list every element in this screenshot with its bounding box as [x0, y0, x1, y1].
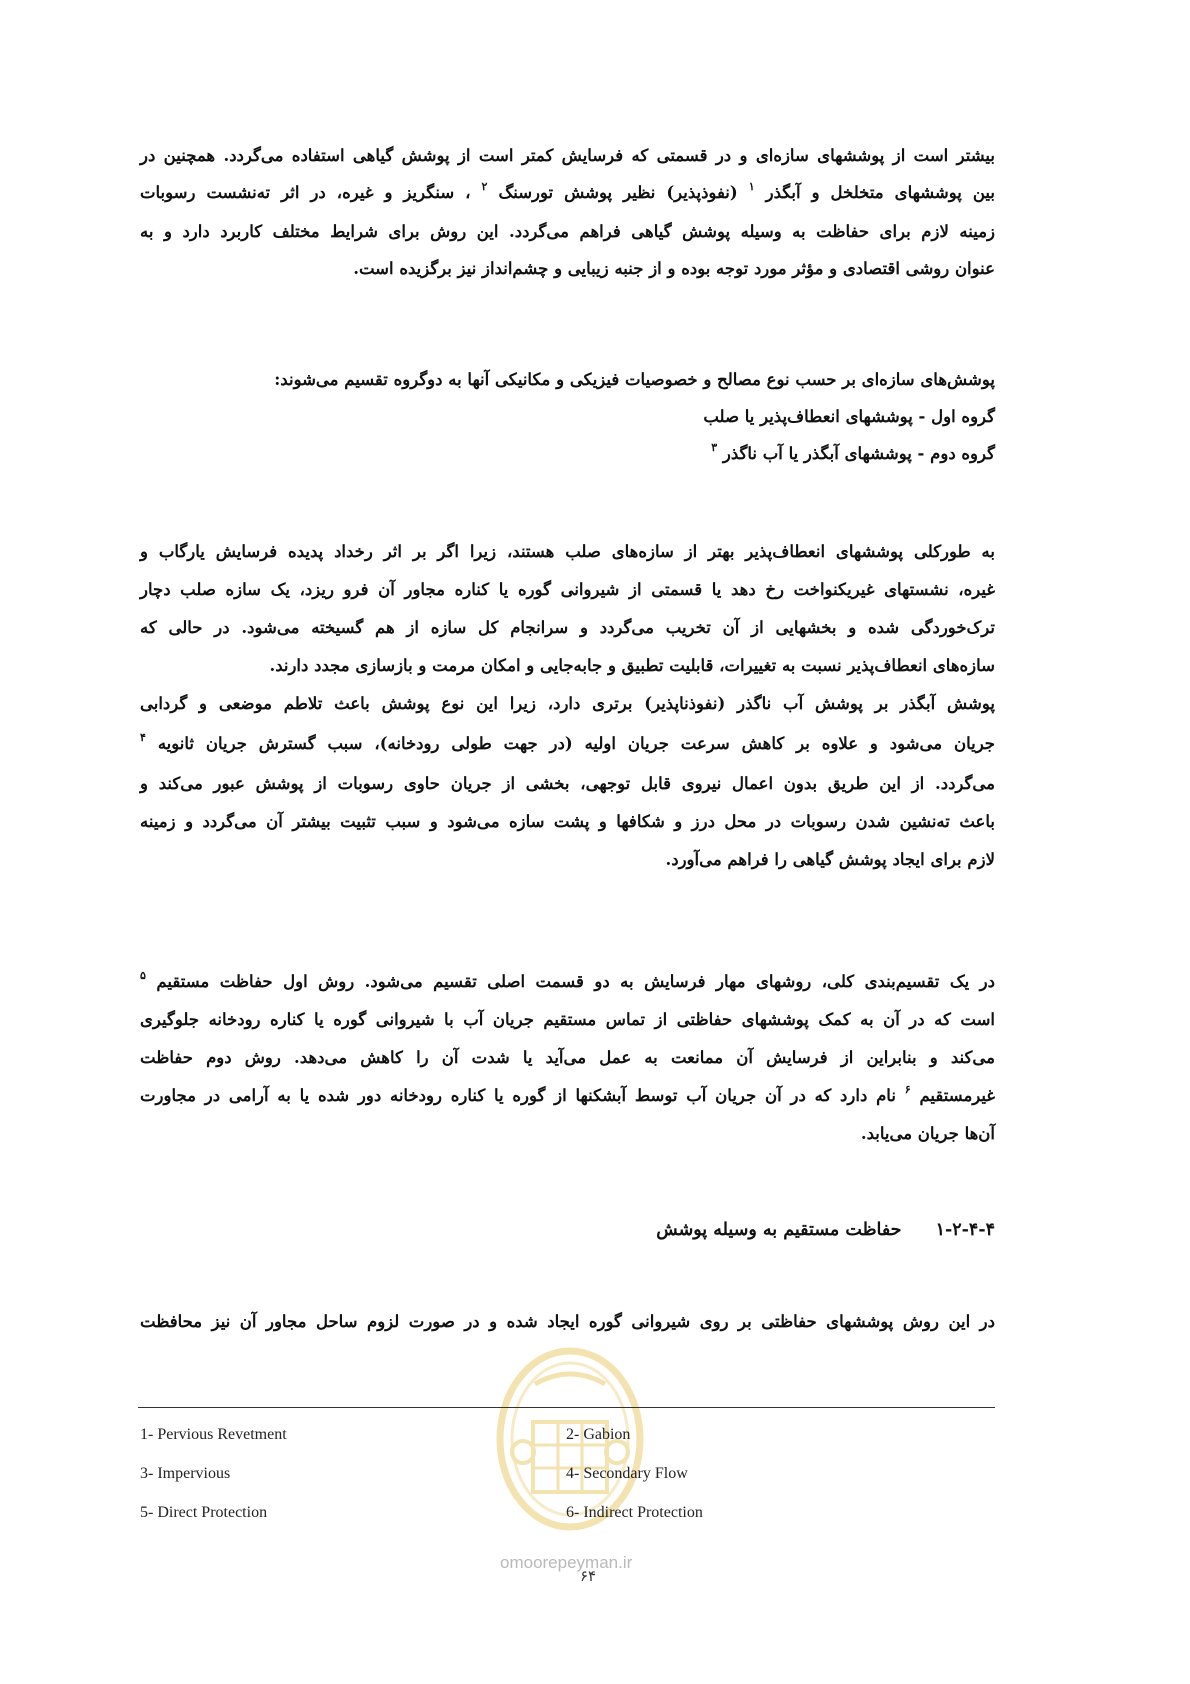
p3-line-6	[140, 731, 995, 753]
paragraph-3	[140, 542, 995, 902]
p3-line-1: به طورکلی پوششهای انعطاف‌پذیر بهتر از سازه‌های صلب هستند، زیرا اگر بر اثر رخداد پدیده فرسایش یارگاب و	[140, 542, 995, 561]
p3-line-4: سازه‌های انعطاف‌پذیر نسبت به تغییرات، قابلیت تطبیق و جابه‌جایی و امکان مرمت و بازسازی مجدد دارند.	[269, 656, 995, 675]
p4-line-2: است که در آن به کمک پوششهای حفاظتی از تماس مستقیم جریان آب با شیروانی گوره یا کناره رودخانه جلوگیری	[140, 1010, 995, 1029]
paragraph-4	[140, 969, 996, 1172]
p1-line-3: زمینه لازم برای حفاظت به وسیله پوشش گیاهی فراهم می‌گردد. این روش برای شرایط مختلف کاربرد دارد و به	[140, 222, 995, 241]
p1-line-4: عنوان روشی اقتصادی و مؤثر مورد توجه بوده و از جنبه زیبایی و چشم‌انداز نیز برگزیده است.	[353, 259, 995, 278]
p3-line-9: لازم برای ایجاد پوشش گیاهی را فراهم می‌آورد.	[665, 850, 995, 869]
footnote-4: 4- Secondary Flow	[566, 1465, 688, 1482]
p4-line-4-a: غیرمستقیم	[919, 1086, 996, 1105]
p4-line-1	[140, 969, 995, 991]
footnote-ref-1: ۱	[748, 180, 755, 193]
page-number: ۶۴	[580, 1567, 597, 1585]
p4-line-3: می‌کند و بنابراین از فرسایش آن ممانعت به عمل می‌آید یا شدت آن را کاهش می‌دهد. روش دوم حفاظت	[140, 1048, 995, 1067]
p3-line-5: پوشش آبگذر بر پوشش آب ناگذر (نفوذناپذیر) برتری دارد، زیرا این نوع پوشش باعث تلاطم موضعی و گردابی	[140, 694, 995, 713]
p3-line-8: باعث ته‌نشین شدن رسوبات در محل درز و شکافها و پشت سازه می‌شود و سبب تثبیت بیشتر آن می‌گردد و زمینه	[140, 812, 995, 831]
p3-line-7: می‌گردد. از این طریق بدون اعمال نیروی قابل توجهی، بخشی از جریان حاوی رسوبات از پوشش عبور می‌کند و	[140, 774, 995, 793]
footnote-ref-4: ۴	[140, 731, 146, 744]
p1-line-2-a: بین پوششهای متخلخل و آبگذر	[765, 183, 995, 202]
section-title: حفاظت مستقیم به وسیله پوشش	[656, 1220, 902, 1240]
paragraph-5	[140, 1312, 995, 1342]
footnote-ref-3: ۳	[711, 441, 718, 454]
p4-line-5: آن‌ها جریان می‌یابد.	[860, 1124, 995, 1143]
footnote-3: 3- Impervious	[140, 1465, 231, 1482]
paragraph-2	[140, 370, 995, 480]
p4-line-4-b: نام دارد که در آن جریان آب توسط آبشکنها از گوره یا کناره رودخانه دور شده یا به آرامی در مجاورت	[140, 1086, 896, 1105]
footnote-ref-6: ۶	[904, 1083, 911, 1096]
section-number: ۱-۲-۴-۴	[935, 1220, 995, 1240]
p2-line-1: پوشش‌های سازه‌ای بر حسب نوع مصالح و خصوصیات فیزیکی و مکانیکی آنها به دوگروه تقسیم می‌شوند:	[274, 370, 995, 389]
footnote-5: 5- Direct Protection	[140, 1504, 268, 1521]
p1-line-2-b: (نفوذپذیر) نظیر پوشش تورسنگ	[498, 183, 738, 202]
p2-line-3-text: گروه دوم - پوششهای آبگذر یا آب ناگذر	[722, 444, 995, 463]
footnote-1: 1- Pervious Revetment	[140, 1426, 287, 1443]
p4-line-4	[140, 1083, 996, 1105]
p3-line-2: غیره، نشستهای غیریکنواخت رخ دهد یا قسمتی از شیروانی گوره یا کناره مجاور آن فرو ریزد، یک سازه صلب دچار	[140, 580, 995, 599]
p3-line-6-text: جریان می‌شود و علاوه بر کاهش سرعت جریان اولیه (در جهت طولی رودخانه)، سبب گسترش جریان ثانویه	[157, 734, 995, 753]
footnote-divider	[138, 1407, 995, 1408]
p2-line-2: گروه اول - پوششهای انعطاف‌پذیر یا صلب	[703, 407, 995, 426]
footnote-ref-5: ۵	[140, 969, 146, 982]
p2-line-3	[711, 441, 995, 463]
p3-line-3: ترک‌خوردگی شده و بخشهایی از آن تخریب می‌گردد و سرانجام کل سازه از هم گسیخته می‌شود. در حالی که	[140, 618, 995, 637]
section-heading	[656, 1220, 995, 1240]
p5-line-1: در این روش پوششهای حفاظتی بر روی شیروانی گوره ایجاد شده و در صورت لزوم ساحل مجاور آن نیز محافظت	[140, 1312, 995, 1331]
p1-line-2	[140, 180, 995, 202]
p1-line-1: بیشتر است از پوششهای سازه‌ای و در قسمتی که فرسایش کمتر است از پوشش گیاهی استفاده می‌گردد. همچنین در	[140, 146, 995, 165]
p4-line-1-text: در یک تقسیم‌بندی کلی، روشهای مهار فرسایش به دو قسمت اصلی تقسیم می‌شود. روش اول حفاظت مستقیم	[156, 972, 995, 991]
footnote-6: 6- Indirect Protection	[566, 1504, 703, 1521]
footnote-2: 2- Gabion	[566, 1426, 631, 1443]
paragraph-1	[140, 146, 995, 296]
watermark-url: omoorepeyman.ir	[500, 1553, 633, 1572]
footnote-ref-2: ۲	[481, 180, 488, 193]
p1-line-2-c: ، سنگریز و غیره، در اثر ته‌نشست رسوبات	[140, 183, 471, 202]
